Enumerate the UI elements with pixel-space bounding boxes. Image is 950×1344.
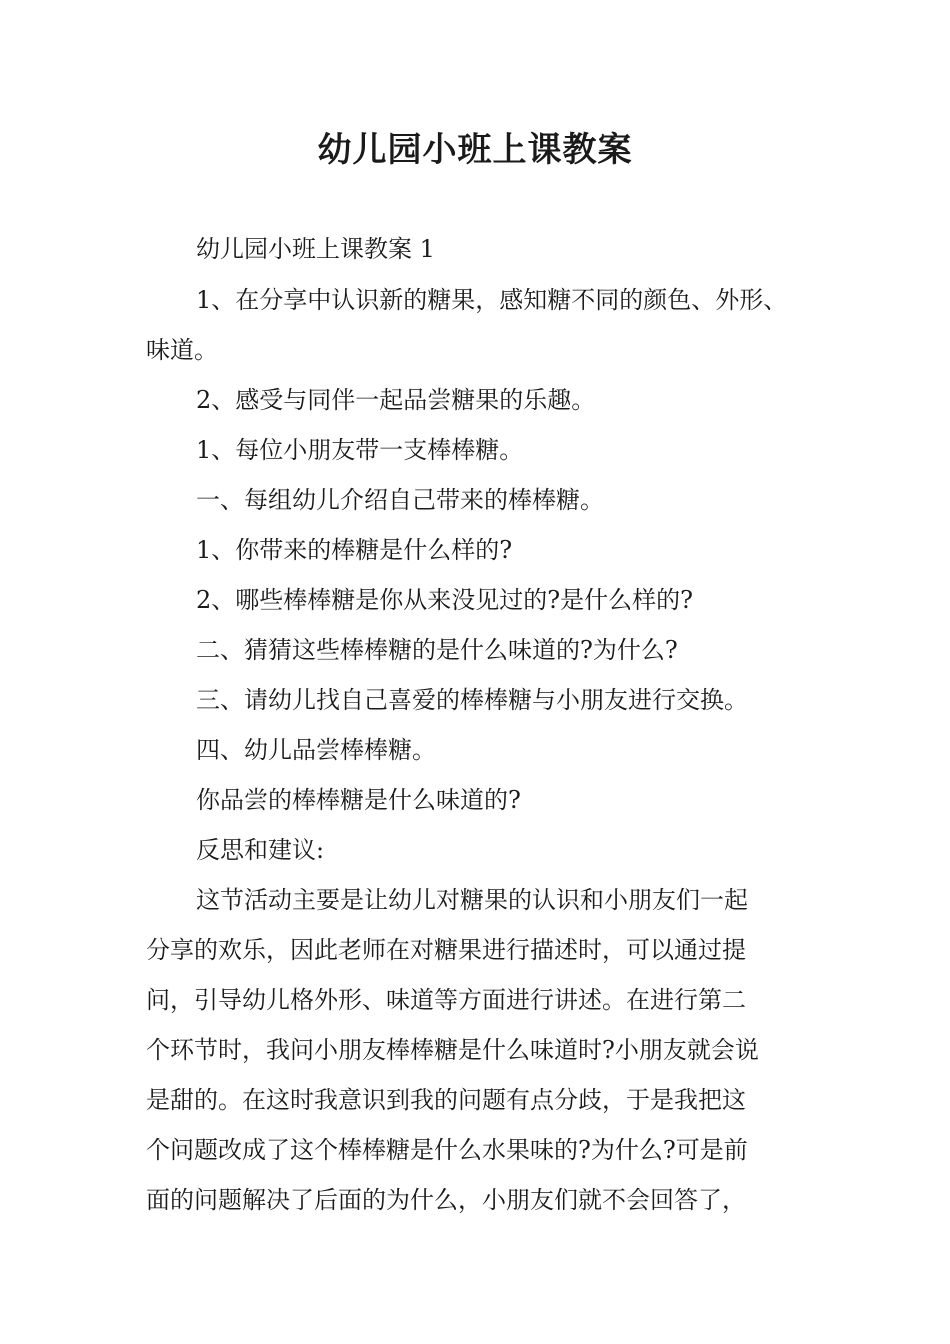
paragraph-line: 个环节时，我问小朋友棒棒糖是什么味道时?小朋友就会说 [146,1036,759,1064]
paragraph-line: 三、请幼儿找自己喜爱的棒棒糖与小朋友进行交换。 [196,686,748,714]
paragraph-line: 是甜的。在这时我意识到我的问题有点分歧，于是我把这 [146,1086,746,1114]
paragraph-line: 味道。 [146,336,218,364]
paragraph-line: 你品尝的棒棒糖是什么味道的? [196,786,521,814]
paragraph-line: 二、猜猜这些棒棒糖的是什么味道的?为什么? [196,636,678,664]
paragraph-line: 个问题改成了这个棒棒糖是什么水果味的?为什么?可是前 [146,1136,748,1164]
paragraph-line: 分享的欢乐，因此老师在对糖果进行描述时，可以通过提 [146,936,746,964]
section-heading: 幼儿园小班上课教案 1 [196,235,435,263]
paragraph-line: 2、哪些棒棒糖是你从来没见过的?是什么样的? [196,586,694,614]
paragraph-line: 问，引导幼儿格外形、味道等方面进行讲述。在进行第二 [146,986,746,1014]
paragraph-line: 一、每组幼儿介绍自己带来的棒棒糖。 [196,486,604,514]
paragraph-line: 面的问题解决了后面的为什么，小朋友们就不会回答了， [146,1186,746,1214]
paragraph-line: 1、在分享中认识新的糖果，感知糖不同的颜色、外形、 [196,286,788,314]
paragraph-line: 反思和建议: [196,836,325,864]
paragraph-line: 1、每位小朋友带一支棒棒糖。 [196,436,524,464]
paragraph-line: 1、你带来的棒糖是什么样的? [196,536,513,564]
document-title: 幼儿园小班上课教案 [317,130,633,170]
paragraph-line: 这节活动主要是让幼儿对糖果的认识和小朋友们一起 [196,886,748,914]
paragraph-line: 2、感受与同伴一起品尝糖果的乐趣。 [196,386,596,414]
paragraph-line: 四、幼儿品尝棒棒糖。 [196,736,436,764]
